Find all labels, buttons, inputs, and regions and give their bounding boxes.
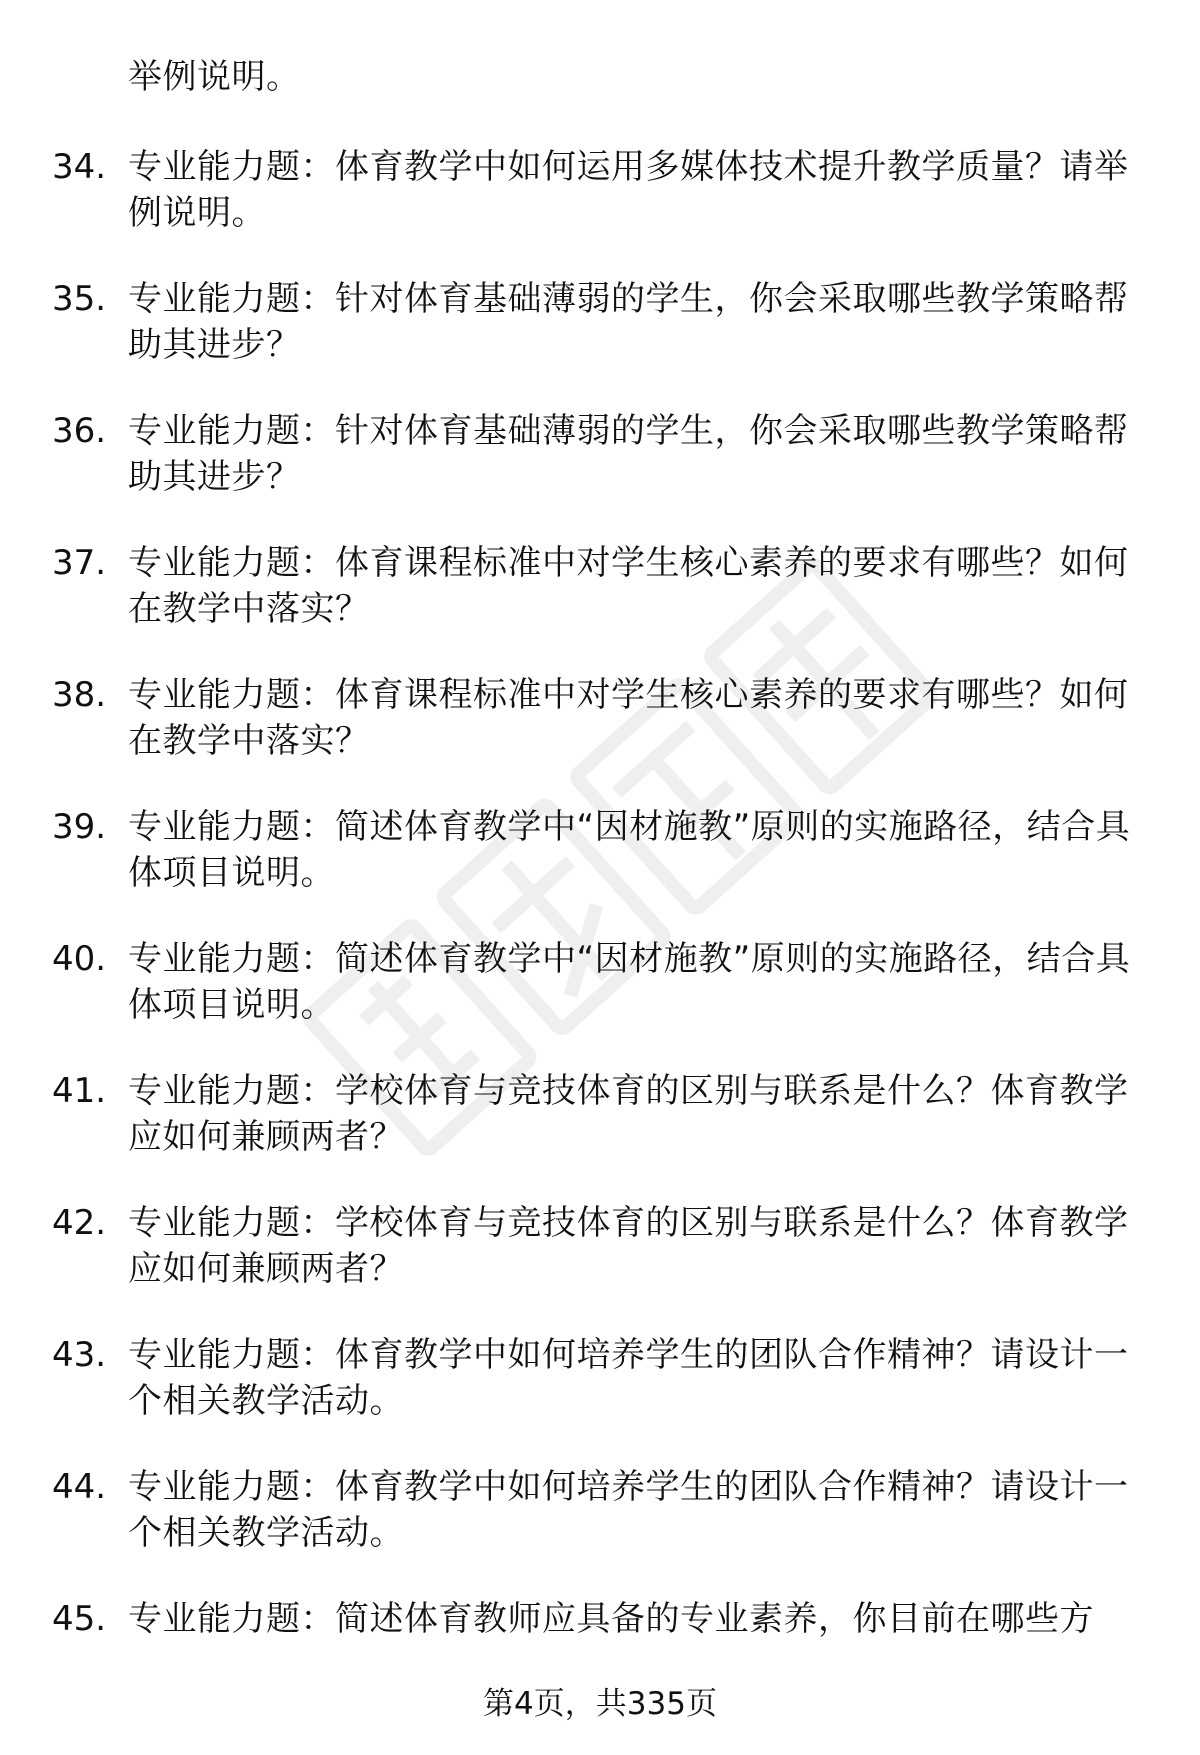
question-number: 34.: [52, 147, 107, 187]
question-text: 专业能力题：简述体育教学中“因材施教”原则的实施路径，结合具体项目说明。: [128, 939, 1131, 1025]
question-number: 40.: [52, 939, 107, 979]
question-number: 37.: [52, 543, 107, 583]
question-number: 36.: [52, 411, 107, 451]
list-item: [0, 1332, 1200, 1464]
page-number-footer: 第4页，共335页: [483, 1686, 717, 1722]
question-text: 专业能力题：体育教学中如何培养学生的团队合作精神？请设计一个相关教学活动。: [128, 1467, 1129, 1553]
question-number: 44.: [52, 1467, 107, 1507]
question-text: 专业能力题：针对体育基础薄弱的学生，你会采取哪些教学策略帮助其进步？: [128, 279, 1129, 365]
question-number: 38.: [52, 675, 107, 715]
question-number: 41.: [52, 1071, 107, 1111]
question-number: 42.: [52, 1203, 107, 1243]
list-item: [0, 672, 1200, 804]
question-text: 专业能力题：学校体育与竞技体育的区别与联系是什么？体育教学应如何兼顾两者？: [128, 1203, 1129, 1289]
question-text: 专业能力题：体育课程标准中对学生核心素养的要求有哪些？如何在教学中落实？: [128, 675, 1129, 761]
question-number: 45.: [52, 1599, 107, 1639]
question-list: [0, 144, 1200, 1728]
list-item: [0, 540, 1200, 672]
question-number: 43.: [52, 1335, 107, 1375]
list-item: [0, 1068, 1200, 1200]
question-text: 专业能力题：简述体育教学中“因材施教”原则的实施路径，结合具体项目说明。: [128, 807, 1131, 893]
question-text: 专业能力题：体育教学中如何运用多媒体技术提升教学质量？请举例说明。: [128, 147, 1129, 233]
question-number: 39.: [52, 807, 107, 847]
list-item: [0, 804, 1200, 936]
question-number: 35.: [52, 279, 107, 319]
question-text: 专业能力题：体育课程标准中对学生核心素养的要求有哪些？如何在教学中落实？: [128, 543, 1129, 629]
question-text: 专业能力题：简述体育教师应具备的专业素养，你目前在哪些方: [128, 1599, 1094, 1639]
question-text: 专业能力题：体育教学中如何培养学生的团队合作精神？请设计一个相关教学活动。: [128, 1335, 1129, 1421]
list-item: [0, 276, 1200, 408]
list-item: [0, 408, 1200, 540]
question-text: 专业能力题：针对体育基础薄弱的学生，你会采取哪些教学策略帮助其进步？: [128, 411, 1129, 497]
previous-question-continuation: 举例说明。: [128, 57, 301, 97]
list-item: [0, 1200, 1200, 1332]
question-text: 专业能力题：学校体育与竞技体育的区别与联系是什么？体育教学应如何兼顾两者？: [128, 1071, 1129, 1157]
list-item: [0, 936, 1200, 1068]
list-item: [0, 144, 1200, 276]
list-item: [0, 1464, 1200, 1596]
